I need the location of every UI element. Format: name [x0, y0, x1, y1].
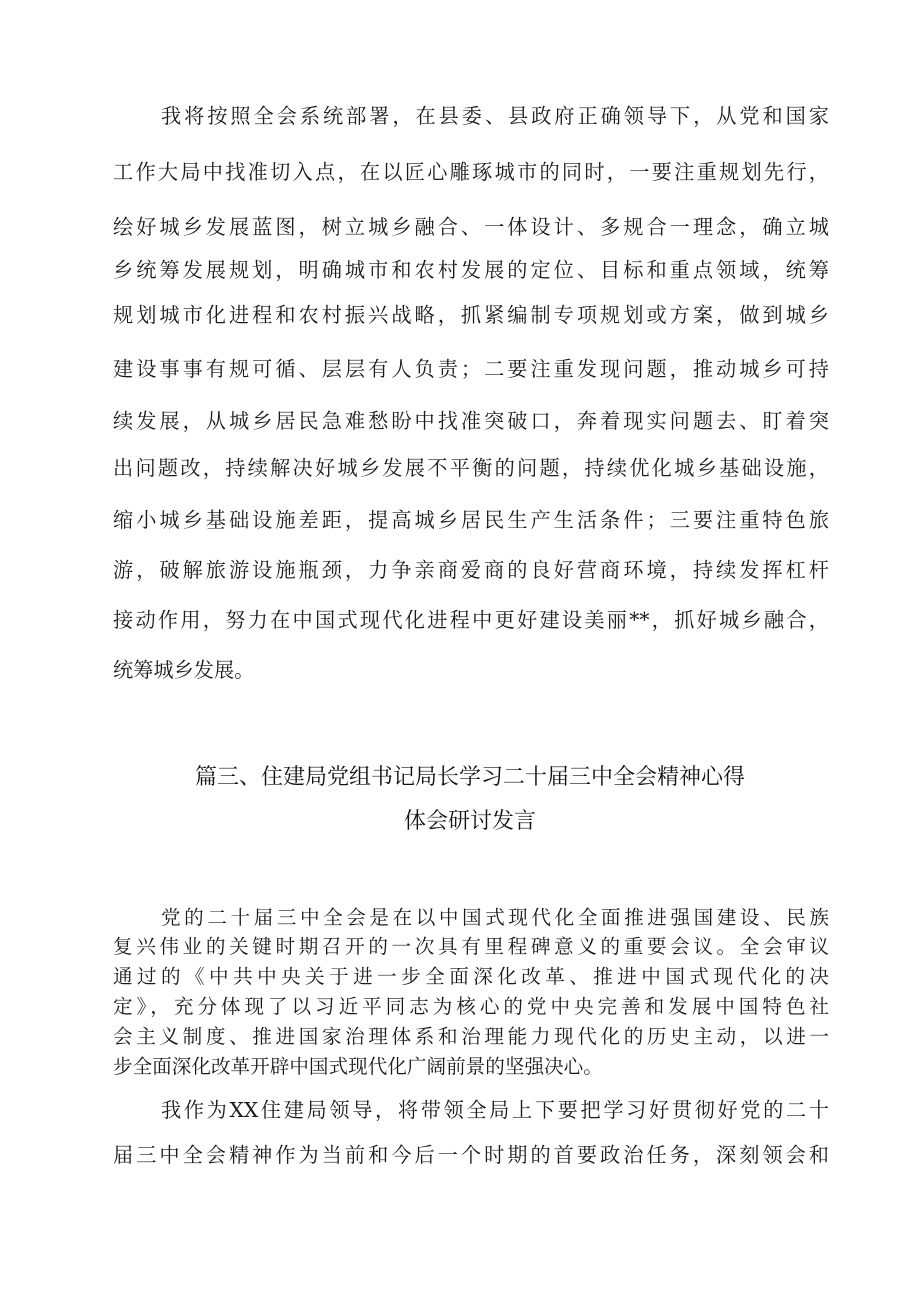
paragraph-1-line: 我将按照全会系统部署，在县委、县政府正确领导下，从党和国家	[161, 104, 829, 128]
paragraph-2-line: 党的二十届三中全会是在以中国式现代化全面推进强国建设、民族	[161, 906, 829, 929]
section-title-line-2: 体会研讨发言	[403, 809, 536, 834]
section-title-line-1: 篇三、住建局党组书记局长学习二十届三中全会精神心得	[194, 765, 745, 790]
paragraph-1-line: 绘好城乡发展蓝图，树立城乡融合、一体设计、多规合一理念，确立城	[113, 215, 829, 239]
paragraph-3-line: 届三中全会精神作为当前和今后一个时期的首要政治任务，深刻领会和	[113, 1143, 829, 1167]
paragraph-1-line: 出问题改，持续解决好城乡发展不平衡的问题，持续优化城乡基础设施，	[113, 456, 829, 480]
paragraph-2-line: 定》，充分体现了以习近平同志为核心的党中央完善和发展中国特色社	[113, 995, 829, 1018]
paragraph-1-line: 缩小城乡基础设施差距，提高城乡居民生产生活条件；三要注重特色旅	[113, 508, 829, 532]
paragraph-3-line: 我作为XX住建局领导，将带领全局上下要把学习好贯彻好党的二十	[161, 1098, 829, 1122]
paragraph-1-line: 建设事事有规可循、层层有人负责；二要注重发现问题，推动城乡可持	[113, 357, 829, 381]
paragraph-1-line: 工作大局中找准切入点，在以匠心雕琢城市的同时，一要注重规划先行，	[113, 160, 829, 184]
paragraph-2-line: 步全面深化改革开辟中国式现代化广阔前景的坚强决心。	[113, 1055, 603, 1078]
paragraph-2-line: 复兴伟业的关键时期召开的一次具有里程碑意义的重要会议。全会审议	[113, 935, 829, 958]
paragraph-1-line: 游，破解旅游设施瓶颈，力争亲商爱商的良好营商环境，持续发挥杠杆	[113, 558, 829, 582]
paragraph-1-line: 续发展，从城乡居民急难愁盼中找准突破口，奔着现实问题去、盯着突	[113, 409, 829, 433]
paragraph-1-line: 乡统筹发展规划，明确城市和农村发展的定位、目标和重点领域，统筹	[113, 258, 829, 282]
paragraph-1-line: 规划城市化进程和农村振兴战略，抓紧编制专项规划或方案，做到城乡	[113, 303, 829, 327]
paragraph-1-line: 接动作用，努力在中国式现代化进程中更好建设美丽**，抓好城乡融合，	[113, 608, 829, 632]
paragraph-2-line: 通过的《中共中央关于进一步全面深化改革、推进中国式现代化的决	[113, 965, 829, 988]
paragraph-1-line: 统筹城乡发展。	[113, 658, 255, 682]
paragraph-2-line: 会主义制度、推进国家治理体系和治理能力现代化的历史主动，以进一	[113, 1025, 829, 1048]
